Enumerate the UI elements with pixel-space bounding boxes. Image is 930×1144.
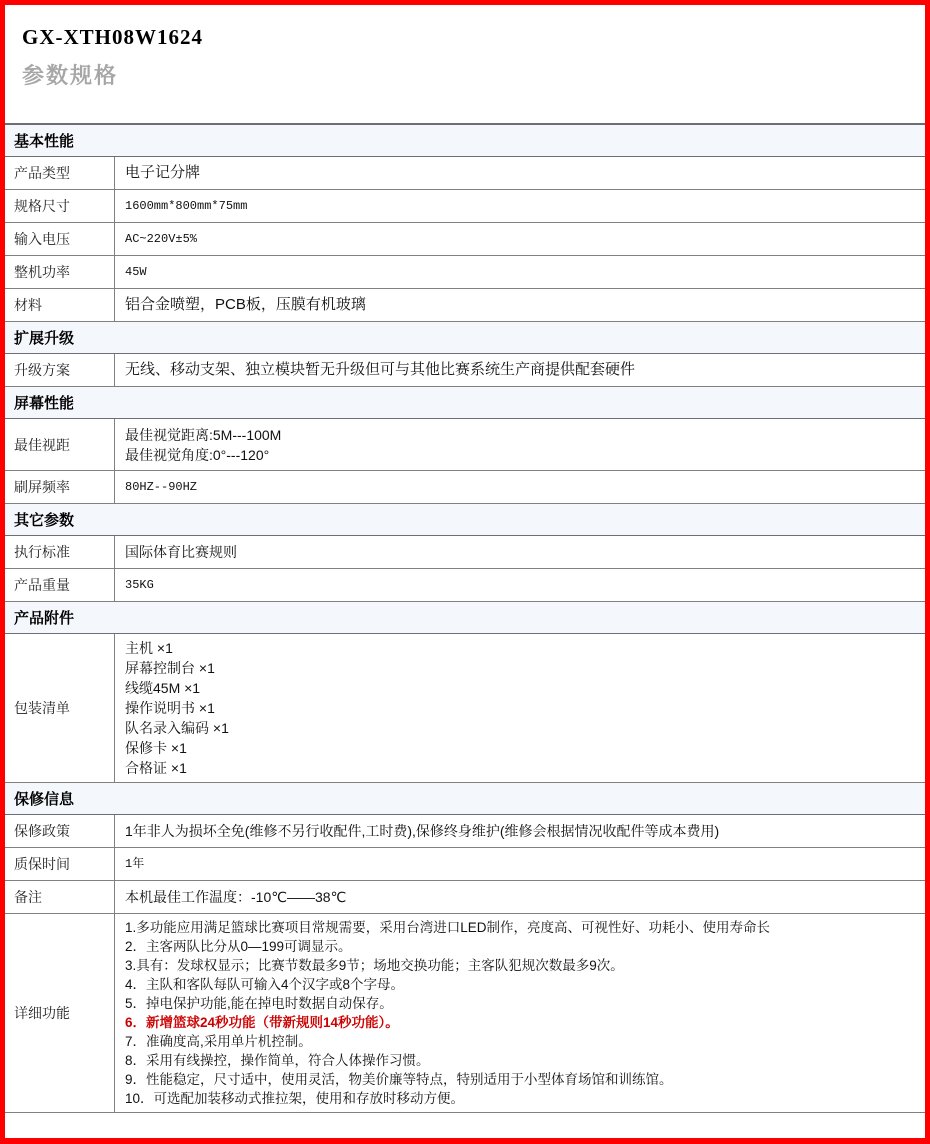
spec-value-line: 最佳视觉角度:0°---120°	[125, 446, 270, 463]
table-row	[5, 881, 925, 914]
spec-label: 包装清单	[5, 634, 115, 782]
detail-function-item-highlighted: 6．新增篮球24秒功能（带新规则14秒功能）。	[125, 1015, 399, 1030]
table-row	[5, 256, 925, 289]
detail-function-item: 2．主客两队比分从0—199可调显示。	[125, 939, 352, 954]
spec-value: 国际体育比赛规则	[125, 544, 237, 560]
packing-list-item: 屏幕控制台 ×1	[125, 660, 215, 676]
spec-value: 本机最佳工作温度：-10℃——38℃	[125, 889, 347, 905]
table-row	[5, 157, 925, 190]
detail-function-item: 9．性能稳定，尺寸适中，使用灵活，物美价廉等特点，特别适用于小型体育场馆和训练馆。	[125, 1072, 673, 1087]
spec-label: 保修政策	[5, 815, 115, 847]
spec-value: 铝合金喷塑，PCB板，压膜有机玻璃	[125, 296, 366, 313]
detail-function-item: 7．准确度高,采用单片机控制。	[125, 1034, 312, 1049]
detail-functions-list	[115, 914, 925, 1112]
table-row	[5, 914, 925, 1113]
table-row	[5, 536, 925, 569]
detail-function-item: 10．可选配加装移动式推拉架，使用和存放时移动方便。	[125, 1091, 465, 1106]
spec-table	[5, 123, 925, 1113]
spec-label: 执行标准	[5, 536, 115, 568]
spec-value: 80HZ--90HZ	[125, 480, 198, 494]
section-header-other-parameters: 其它参数	[5, 504, 925, 536]
spec-value: 无线、移动支架、独立模块暂无升级但可与其他比赛系统生产商提供配套硬件	[125, 361, 636, 378]
table-row	[5, 223, 925, 256]
section-header-product-accessories: 产品附件	[5, 602, 925, 634]
product-model-title: GX-XTH08W1624	[22, 25, 203, 49]
spec-label: 输入电压	[5, 223, 115, 255]
spec-value: 35KG	[125, 578, 154, 592]
section-header-warranty-info: 保修信息	[5, 783, 925, 815]
table-row	[5, 815, 925, 848]
section-header-screen-performance: 屏幕性能	[5, 387, 925, 419]
table-row	[5, 419, 925, 471]
table-row	[5, 569, 925, 602]
table-row	[5, 289, 925, 322]
spec-value: 1600mm*800mm*75mm	[125, 199, 248, 213]
spec-label: 产品重量	[5, 569, 115, 601]
spec-label: 质保时间	[5, 848, 115, 880]
spec-label: 规格尺寸	[5, 190, 115, 222]
spec-label: 材料	[5, 289, 115, 321]
spec-label: 最佳视距	[5, 419, 115, 470]
spec-value: 1年	[125, 857, 145, 871]
detail-function-item: 1.多功能应用满足篮球比赛项目常规需要，采用台湾进口LED制作，亮度高、可视性好、功耗小、使用寿命长	[125, 920, 771, 935]
table-row	[5, 848, 925, 881]
spec-value: 45W	[125, 265, 147, 279]
spec-label: 整机功率	[5, 256, 115, 288]
spec-label: 刷屏频率	[5, 471, 115, 503]
table-row	[5, 190, 925, 223]
section-header-basic-performance: 基本性能	[5, 125, 925, 157]
packing-list-item: 操作说明书 ×1	[125, 700, 215, 716]
spec-value-line: 最佳视觉距离:5M---100M	[125, 426, 282, 443]
spec-value: AC~220V±5%	[125, 232, 198, 246]
packing-list-item: 主机 ×1	[125, 640, 173, 656]
packing-list-item: 保修卡 ×1	[125, 740, 187, 756]
table-row	[5, 634, 925, 783]
spec-label: 产品类型	[5, 157, 115, 189]
section-header-expansion-upgrade: 扩展升级	[5, 322, 925, 354]
detail-function-item: 5．掉电保护功能,能在掉电时数据自动保存。	[125, 996, 393, 1011]
packing-list-item: 队名录入编码 ×1	[125, 720, 229, 736]
spec-label: 备注	[5, 881, 115, 913]
packing-list-item: 合格证 ×1	[125, 760, 187, 776]
detail-function-item: 4．主队和客队每队可输入4个汉字或8个字母。	[125, 977, 405, 992]
table-row	[5, 471, 925, 504]
packing-list-item: 线缆45M ×1	[125, 680, 201, 696]
spec-label: 详细功能	[5, 914, 115, 1112]
spec-value	[115, 419, 925, 470]
page-header	[5, 5, 925, 123]
spec-value: 电子记分牌	[125, 164, 201, 181]
table-row	[5, 354, 925, 387]
detail-function-item: 3.具有：发球权显示；比赛节数最多9节；场地交换功能；主客队犯规次数最多9次。	[125, 958, 624, 973]
packing-list	[115, 634, 925, 782]
spec-label: 升级方案	[5, 354, 115, 386]
spec-value: 1年非人为损坏全免(维修不另行收配件,工时费),保修终身维护(维修会根据情况收配件等成本费用)	[125, 823, 720, 839]
spec-subtitle: 参数规格	[22, 63, 119, 88]
detail-function-item: 8．采用有线操控，操作简单，符合人体操作习惯。	[125, 1053, 430, 1068]
